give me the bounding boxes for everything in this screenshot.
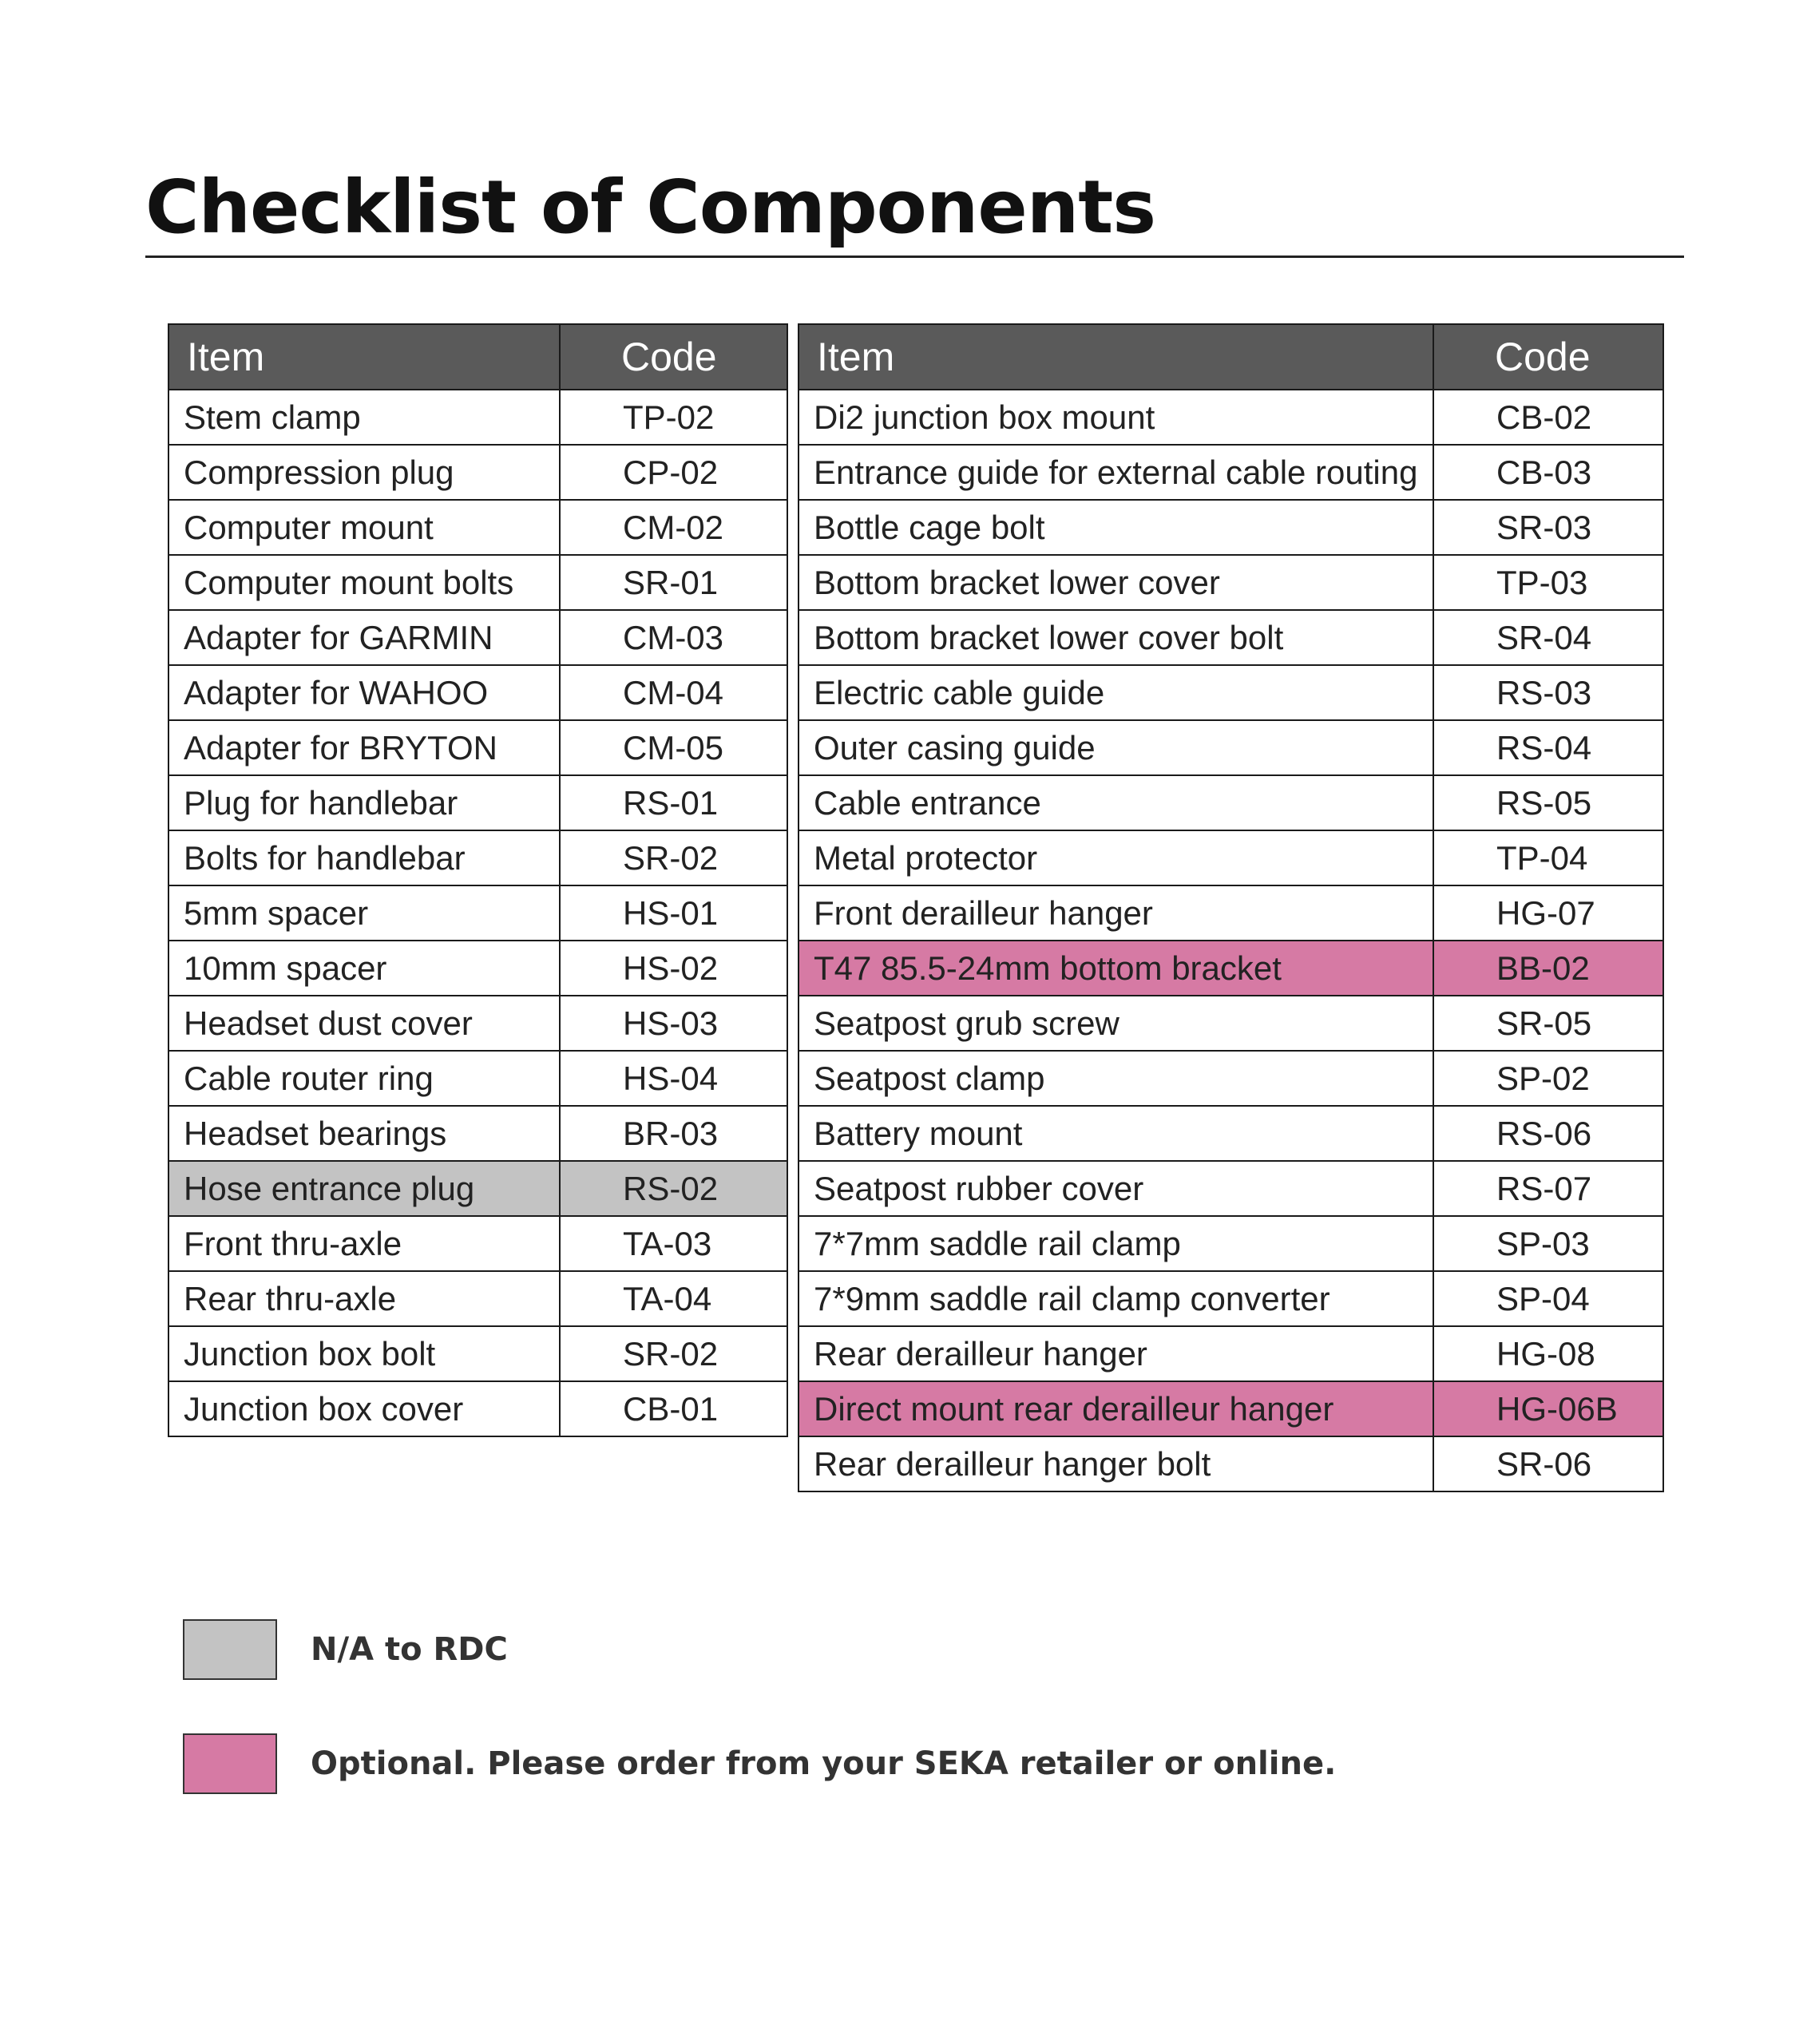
table-row [168,1271,787,1326]
table-row [168,610,787,665]
item-name-cell: Cable entrance [799,775,1433,830]
page-title: Checklist of Components [145,164,1155,250]
table-row [799,720,1663,775]
item-code-cell: SR-06 [1433,1436,1663,1491]
item-name-cell: Front derailleur hanger [799,885,1433,941]
legend-optional-label: Optional. Please order from your SEKA retailer or online. [311,1745,1337,1782]
item-name-cell: Adapter for GARMIN [168,610,560,665]
table-row [168,941,787,996]
item-name-cell: 7*7mm saddle rail clamp [799,1216,1433,1271]
item-name-cell: Entrance guide for external cable routing [799,445,1433,500]
components-table-left [168,323,788,1437]
item-code-cell: CM-04 [560,665,787,720]
table-row [799,1381,1663,1436]
item-code-cell: TA-03 [560,1216,787,1271]
item-code-cell: SP-02 [1433,1051,1663,1106]
item-code-cell: CB-02 [1433,390,1663,445]
item-name-cell: Battery mount [799,1106,1433,1161]
item-code-cell: SR-04 [1433,610,1663,665]
item-name-cell: Bottle cage bolt [799,500,1433,555]
item-name-cell: Rear derailleur hanger bolt [799,1436,1433,1491]
item-code-cell: TP-02 [560,390,787,445]
table-row [799,941,1663,996]
table-row [799,1326,1663,1381]
table-row [799,555,1663,610]
item-code-cell: CM-02 [560,500,787,555]
table-row [799,830,1663,885]
item-code-cell: RS-03 [1433,665,1663,720]
item-name-cell: Computer mount [168,500,560,555]
item-name-cell: Bottom bracket lower cover bolt [799,610,1433,665]
legend-optional [183,1733,1336,1794]
item-name-cell: Bolts for handlebar [168,830,560,885]
item-code-cell: SR-02 [560,830,787,885]
legend-na-swatch [183,1619,277,1680]
item-code-cell: CM-05 [560,720,787,775]
table-row [799,390,1663,445]
item-name-cell: Metal protector [799,830,1433,885]
table-row [168,775,787,830]
table-row [799,665,1663,720]
item-code-cell: HS-04 [560,1051,787,1106]
item-name-cell: Electric cable guide [799,665,1433,720]
components-table-right [798,323,1664,1492]
item-name-cell: Front thru-axle [168,1216,560,1271]
components-table-left-body [168,390,787,1436]
item-name-cell: Stem clamp [168,390,560,445]
item-name-cell: Seatpost rubber cover [799,1161,1433,1216]
table-row [799,1216,1663,1271]
item-name-cell: 5mm spacer [168,885,560,941]
item-name-cell: T47 85.5-24mm bottom bracket [799,941,1433,996]
title-divider [145,256,1684,258]
item-code-cell: CB-01 [560,1381,787,1436]
table-row [799,775,1663,830]
item-code-cell: RS-07 [1433,1161,1663,1216]
column-header-item: Item [168,324,560,390]
table-row [799,1436,1663,1491]
item-code-cell: HS-02 [560,941,787,996]
column-header-item: Item [799,324,1433,390]
table-header-row [168,324,787,390]
legend-na-label: N/A to RDC [311,1631,508,1668]
table-row [168,830,787,885]
item-code-cell: SR-03 [1433,500,1663,555]
item-name-cell: Junction box cover [168,1381,560,1436]
item-name-cell: Headset dust cover [168,996,560,1051]
item-name-cell: Cable router ring [168,1051,560,1106]
column-header-code: Code [1433,324,1663,390]
table-header-row [799,324,1663,390]
item-code-cell: SR-05 [1433,996,1663,1051]
item-name-cell: Seatpost grub screw [799,996,1433,1051]
table-row [168,1216,787,1271]
item-name-cell: Compression plug [168,445,560,500]
item-code-cell: RS-05 [1433,775,1663,830]
item-name-cell: 10mm spacer [168,941,560,996]
table-row [799,1161,1663,1216]
item-name-cell: Rear derailleur hanger [799,1326,1433,1381]
table-row [168,500,787,555]
item-code-cell: RS-04 [1433,720,1663,775]
table-row [799,1106,1663,1161]
item-name-cell: Hose entrance plug [168,1161,560,1216]
item-code-cell: TA-04 [560,1271,787,1326]
table-row [168,665,787,720]
item-code-cell: SR-02 [560,1326,787,1381]
table-row [168,1106,787,1161]
table-row [168,996,787,1051]
item-code-cell: TP-04 [1433,830,1663,885]
table-row [168,720,787,775]
item-code-cell: RS-06 [1433,1106,1663,1161]
item-code-cell: CB-03 [1433,445,1663,500]
table-row [168,1161,787,1216]
table-row [168,1326,787,1381]
item-name-cell: Di2 junction box mount [799,390,1433,445]
legend-optional-swatch [183,1733,277,1794]
components-table-right-body [799,390,1663,1491]
item-code-cell: HG-07 [1433,885,1663,941]
legend-na [183,1619,508,1680]
item-name-cell: Bottom bracket lower cover [799,555,1433,610]
item-code-cell: HS-03 [560,996,787,1051]
item-code-cell: RS-02 [560,1161,787,1216]
item-name-cell: Computer mount bolts [168,555,560,610]
table-row [168,555,787,610]
item-code-cell: HS-01 [560,885,787,941]
table-row [168,885,787,941]
column-header-code: Code [560,324,787,390]
table-row [168,1381,787,1436]
item-name-cell: Rear thru-axle [168,1271,560,1326]
item-name-cell: Adapter for WAHOO [168,665,560,720]
table-row [799,610,1663,665]
item-code-cell: RS-01 [560,775,787,830]
table-row [168,390,787,445]
item-code-cell: SP-04 [1433,1271,1663,1326]
table-row [799,996,1663,1051]
item-code-cell: CM-03 [560,610,787,665]
item-code-cell: HG-08 [1433,1326,1663,1381]
item-code-cell: BB-02 [1433,941,1663,996]
table-row [168,445,787,500]
item-name-cell: Junction box bolt [168,1326,560,1381]
item-code-cell: TP-03 [1433,555,1663,610]
table-row [799,1051,1663,1106]
table-row [799,1271,1663,1326]
item-name-cell: Plug for handlebar [168,775,560,830]
item-name-cell: 7*9mm saddle rail clamp converter [799,1271,1433,1326]
table-row [799,445,1663,500]
item-code-cell: CP-02 [560,445,787,500]
item-code-cell: SP-03 [1433,1216,1663,1271]
table-row [168,1051,787,1106]
item-name-cell: Headset bearings [168,1106,560,1161]
table-row [799,885,1663,941]
item-name-cell: Adapter for BRYTON [168,720,560,775]
item-code-cell: HG-06B [1433,1381,1663,1436]
item-code-cell: SR-01 [560,555,787,610]
item-name-cell: Direct mount rear derailleur hanger [799,1381,1433,1436]
item-name-cell: Outer casing guide [799,720,1433,775]
item-code-cell: BR-03 [560,1106,787,1161]
table-row [799,500,1663,555]
item-name-cell: Seatpost clamp [799,1051,1433,1106]
